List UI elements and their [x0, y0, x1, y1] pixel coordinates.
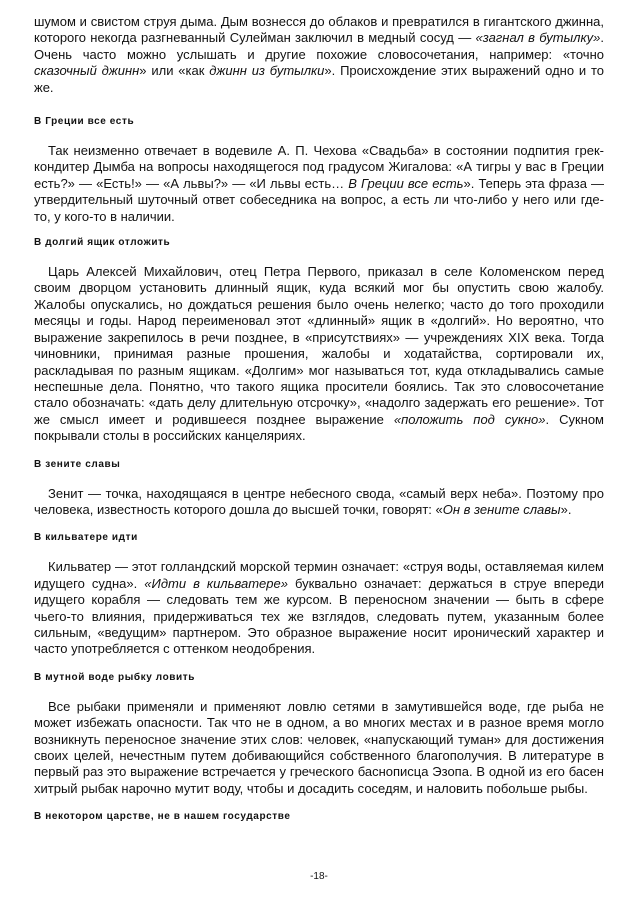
heading-muddy-water: В мутной воде рыбку ловить [34, 671, 196, 683]
heading-kielwater: В кильватере идти [34, 532, 138, 544]
italic-phrase: Он в зените славы [442, 501, 561, 517]
text-run: буквально означает: держаться в струе впереди идущего корабля — следовать тем же курсом. В переносном значении — быть в сфере чьего-то влияния, придерживаться тех же взглядов, следовать путем, указанным более сильным, «ведущим» партнером. Это образное выражение носит иронический характер и часто употребляется с оттенком неодобрения. [34, 575, 604, 657]
italic-phrase: джинн из бутылки [209, 63, 325, 79]
italic-phrase: «положить под сукно» [393, 411, 546, 427]
text-run: Кильватер — этот голландский морской термин означает: «струя воды, оставляемая килем идущего судна». [34, 559, 604, 591]
text-run: шумом и свистом струя дыма. Дым вознесся до облаков и превратился в гигантского джинна, которого некогда разгневанный Сулейман заключил в медный сосуд — [34, 14, 604, 46]
paragraph-long-box [34, 264, 604, 444]
italic-phrase: В Греции все есть [348, 175, 464, 191]
text-run: » или «как [139, 63, 210, 79]
heading-kingdom: В некотором царстве, не в нашем государстве [34, 811, 291, 823]
italic-phrase: «загнал в бутылку» [475, 30, 601, 46]
paragraph-zenith [34, 486, 604, 519]
page-number: -18- [310, 871, 328, 882]
paragraph-djinn [34, 14, 604, 96]
text-run: ». Происхождение этих выражений одно и то же. [34, 63, 604, 95]
paragraph-kielwater [34, 559, 604, 657]
text-run: Так неизменно отвечает в водевиле А. П. Чехова «Свадьба» в состоянии подпития грек-кондитер Дымба на вопросы находящегося под градусом Жигалова: «А тигры у вас в Греции есть?» — «Есть!» — «А львы?» — «И львы есть… [34, 143, 604, 191]
heading-zenith: В зените славы [34, 458, 121, 470]
heading-greece: В Греции все есть [34, 116, 135, 128]
italic-phrase: «Идти в кильватере» [144, 575, 288, 591]
italic-phrase: сказочный джинн [34, 63, 140, 79]
text-run: . Сукном покрывали столы в российских канцеляриях. [34, 411, 604, 444]
text-run: ». Теперь эта фраза — утвердительный шуточный ответ собеседника на вопрос, а есть ли что-либо у него или где-то, у кого-то в наличии. [34, 175, 605, 224]
text-run: Зенит — точка, находящаяся в центре небесного свода, «самый верх неба». Поэтому про человека, известность которого дошла до высшей точки, говорят: « [34, 485, 604, 517]
text-run: . Очень часто можно услышать и другие похожие словосочетания, например: «точно [34, 30, 605, 62]
text-run: ». [560, 501, 572, 517]
paragraph-muddy-water [34, 699, 604, 797]
text-run: Все рыбаки применяли и применяют ловлю сетями в замутившейся воде, где рыба не может избежать опасности. Так что не в одном, а во многих местах и в разное время могло возникнуть переносное значение этих слов: человек, «напускающий туман» для достижения своих целей, нечестным путем добивающийся собственного благополучия. В литературе в первый раз это выражение встречается у греческого баснописца Эзопа. В одной из его басен хитрый рыбак нарочно мутит воду, чтобы и досадить соседям, и наловить побольше рыбы. [34, 698, 604, 796]
heading-long-box: В долгий ящик отложить [34, 237, 171, 249]
text-run: Царь Алексей Михайлович, отец Петра Первого, приказал в селе Коломенском перед своим дворцом установить длинный ящик, куда всякий мог бы опустить свою жалобу. Жалобы опускались, но дождаться решения было очень нелегко; часто до того проходили месяцы и годы. Народ переименовал этот «длинный» ящик в «долгий». Но вероятно, что выражение закрепилось в речи позднее, в «присутствиях» — учреждениях XIX века. Тогда чиновники, принимая разные прошения, жалобы и ходатайства, сортировали их, раскладывая по разным ящикам. «Долгим» мог называться тот, куда откладывались самые неспешные дела. Понятно, что такого ящика просители боялись. Так это словосочетание стало обозначать: «дать делу длительную отсрочку», «надолго задержать его решение». Тот же смысл имеет и родившееся позднее выражение [34, 264, 604, 427]
paragraph-greece [34, 143, 604, 225]
